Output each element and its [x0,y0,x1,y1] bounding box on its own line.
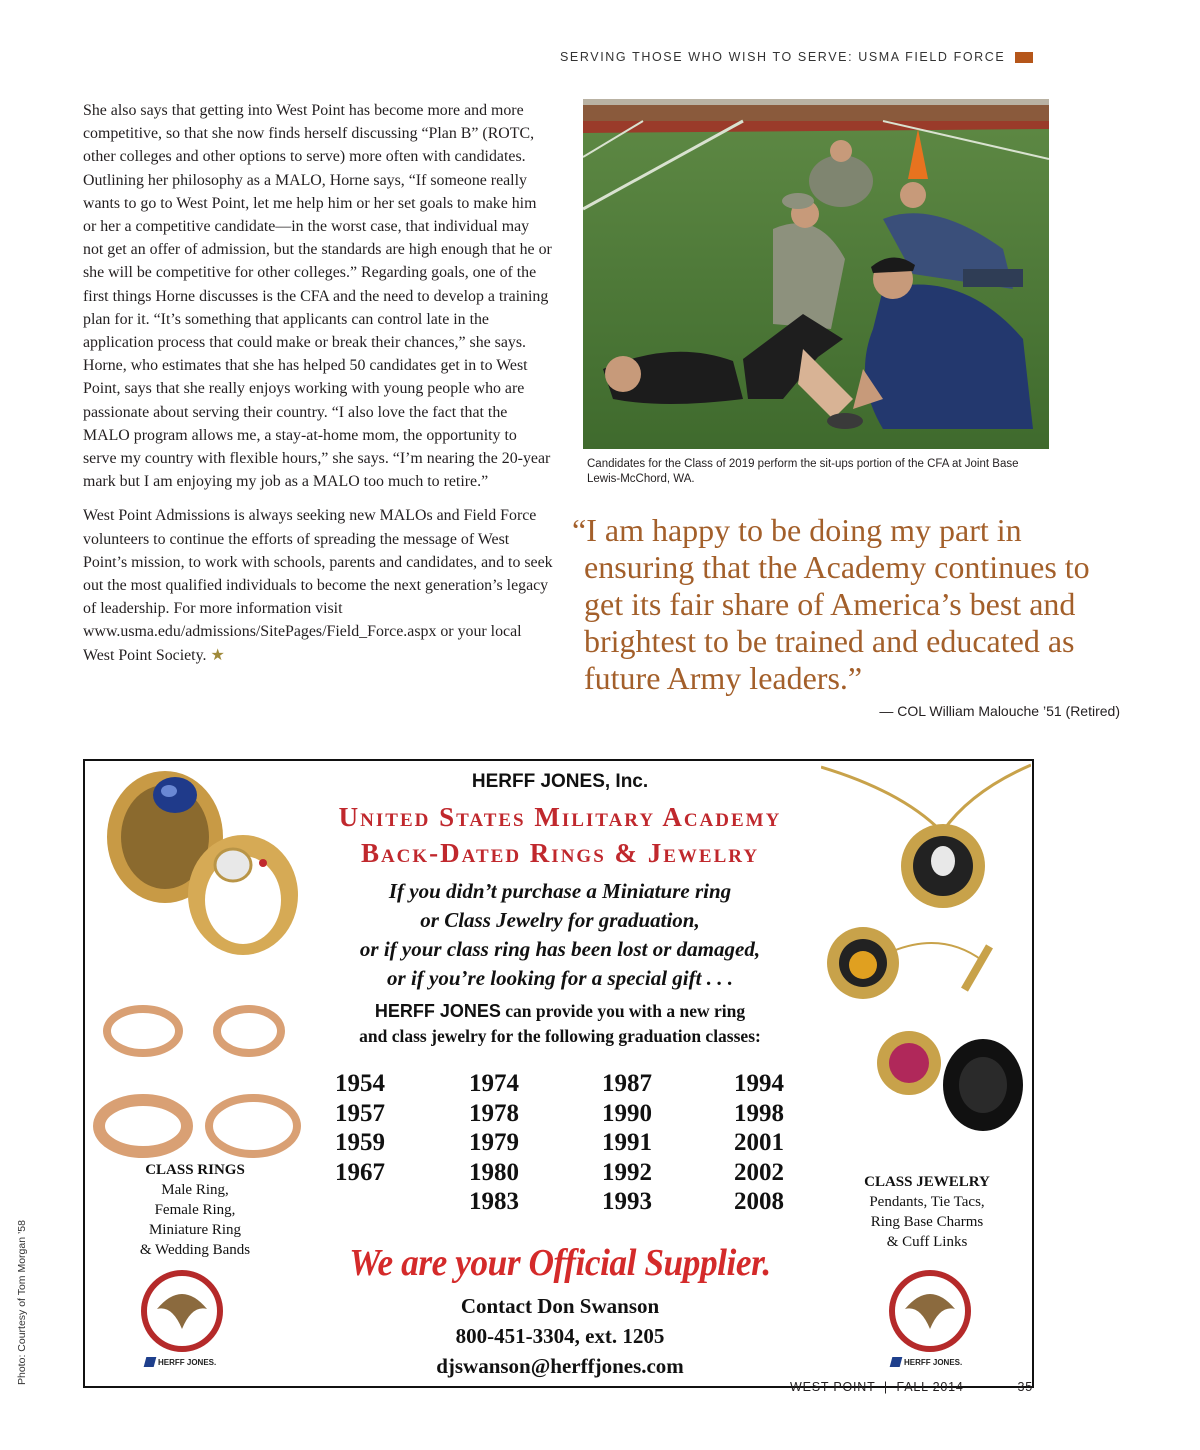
year: 2008 [734,1188,784,1215]
year: 1992 [602,1158,652,1186]
ad-title-line: Back-Dated Rings & Jewelry [360,838,760,868]
article-body [83,99,553,678]
herff-jones-advertisement [83,759,1034,1388]
herff-jones-logo [145,1357,216,1367]
years-column [734,1069,834,1217]
pull-quote [572,512,1132,719]
ad-intro-line: or Class Jewelry for graduation, [420,908,700,932]
pull-quote-line: “I am happy to be doing my part in [572,512,1022,548]
article-paragraph [83,504,553,666]
pull-quote-attribution: — COL William Malouche ’51 (Retired) [879,703,1120,719]
class-jewelry-item: Pendants, Tie Tacs, [869,1194,985,1210]
class-rings-label [105,1160,285,1260]
class-rings-item: & Wedding Bands [139,1242,251,1258]
year: 1979 [469,1129,519,1156]
year: 1987 [602,1070,652,1097]
bands-illustration [93,1091,303,1161]
class-jewelry-item: & Cuff Links [886,1234,968,1250]
year: 1954 [335,1070,385,1097]
year: 1994 [734,1070,784,1097]
class-jewelry-item: Ring Base Charms [870,1214,984,1230]
ad-intro [305,877,815,993]
years-column [469,1069,602,1217]
contact-phone[interactable]: 800-451-3304, ext. 1205 [455,1324,665,1348]
year: 1967 [335,1158,385,1186]
year: 2001 [734,1129,784,1156]
end-mark-star-icon: ★ [210,646,225,664]
class-jewelry-heading: CLASS JEWELRY [864,1174,990,1190]
sit-ups-photo-illustration [583,99,1049,449]
herff-jones-logo [891,1357,962,1367]
page-number: 35 [1017,1380,1033,1394]
pendant-illustration [821,761,1031,921]
year: 1980 [469,1158,519,1186]
graduation-years-grid [335,1069,835,1217]
year: 1993 [602,1188,652,1215]
year: 1974 [469,1070,519,1097]
charms-illustration [873,1005,1033,1155]
year: 1978 [469,1099,519,1127]
herff-jones-logo-text: HERFF JONES. [158,1357,217,1367]
class-jewelry-label [837,1172,1017,1252]
class-rings-item: Male Ring, [161,1182,229,1198]
class-rings-item: Miniature Ring [148,1222,242,1238]
ad-provide-text [305,999,815,1049]
ad-company-name: HERFF JONES, Inc. [471,771,649,792]
year: 1998 [734,1099,784,1127]
year: 1983 [469,1188,519,1215]
article-paragraph: She also says that getting into West Point has become more and more competitive, so that she now finds herself discussing “Plan B” (ROTC, other colleges and other options to serve) more often with candidates. Outlining her philosophy as a MALO, Horne says, “If someone really wants to go to West Point, let me help him or her set goals to make him or her a competitive candidate—in the worst case, that individual may not get an offer of admission, but the standards are high enough that he or she will be competitive for other colleges.” Regarding goals, one of the first things Horne discusses is the CFA and the need to develop a training plan for it. “It’s something that applicants can control late in the application process that could make or break their chances,” she says. Horne, who estimates that she has helped 50 candidates get in to West Point, says that she really enjoys working with young people who are passionate about serving their country. “I also love the fact that the MALO program allows me, a stay-at-home mom, the opportunity to serve my country with flexible hours,” she says. “I’m nearing the 20-year mark but I am enjoying my job as a MALO too much to retire.” [83,102,552,491]
herff-jones-logo-icon [890,1357,903,1367]
class-rings-heading: CLASS RINGS [145,1162,245,1178]
ad-provide-brand: HERFF JONES [374,1001,501,1021]
pull-quote-text [572,512,1132,697]
herff-jones-logo-icon [144,1357,157,1367]
pull-quote-line: ensuring that the Academy continues to [584,549,1090,585]
tie-tac-illustration [823,921,1033,1011]
page-footer [790,1380,1033,1394]
year: 1959 [335,1129,385,1156]
ad-contact [305,1291,815,1381]
photo-caption: Candidates for the Class of 2019 perform the sit-ups portion of the CFA at Joint Base Lewis-McChord, WA. [587,458,1019,485]
ad-provide-line: and class jewelry for the following graduation classes: [359,1026,761,1046]
year: 1957 [335,1099,385,1127]
contact-name: Contact Don Swanson [460,1294,660,1318]
class-rings-item: Female Ring, [154,1202,236,1218]
wedding-bands-illustration [99,1001,299,1061]
header-accent-bar [1015,52,1033,63]
ad-intro-line: or if your class ring has been lost or damaged, [359,937,761,961]
years-column [335,1069,469,1217]
year: 1991 [602,1129,652,1156]
running-header [560,47,1033,67]
ad-title [305,799,815,871]
article-paragraph-text: West Point Admissions is always seeking new MALOs and Field Force volunteers to continue the efforts of spreading the message of West Point’s mission, to work with schools, parents and candidates, and to seek out the most qualified individuals to become the next generation’s legacy of leadership. For more information visit www.usma.edu/admissions/SitePages/Field_Force.aspx or your local West Point Society. [83,507,553,664]
article-photo [583,99,1049,449]
herff-jones-logo-text: HERFF JONES. [904,1357,963,1367]
ad-title-line: United States Military Academy [338,802,782,832]
year: 1990 [602,1099,652,1127]
contact-email[interactable]: djswanson@herffjones.com [436,1354,684,1378]
ad-provide-rest: can provide you with a new ring [500,1001,746,1021]
eagle-emblem-icon [137,1269,227,1353]
running-title: SERVING THOSE WHO WISH TO SERVE: USMA FIELD FORCE [560,50,1006,64]
ad-intro-line: If you didn’t purchase a Miniature ring [388,879,732,903]
eagle-emblem-icon [885,1269,975,1353]
year: 2002 [734,1158,784,1186]
years-column [602,1069,734,1217]
magazine-issue: WEST POINT | FALL 2014 [790,1380,964,1394]
pull-quote-line: brightest to be trained and educated as [584,623,1075,659]
pull-quote-line: get its fair share of America’s best and [584,586,1076,622]
ad-intro-line: or if you’re looking for a special gift . . . [387,966,733,990]
pull-quote-line: future Army leaders.” [584,660,863,696]
photo-credit: Photo: Courtesy of Tom Morgan ’58 [16,1220,28,1385]
class-rings-illustration [93,765,308,960]
ad-slogan: We are your Official Supplier. [349,1242,771,1284]
